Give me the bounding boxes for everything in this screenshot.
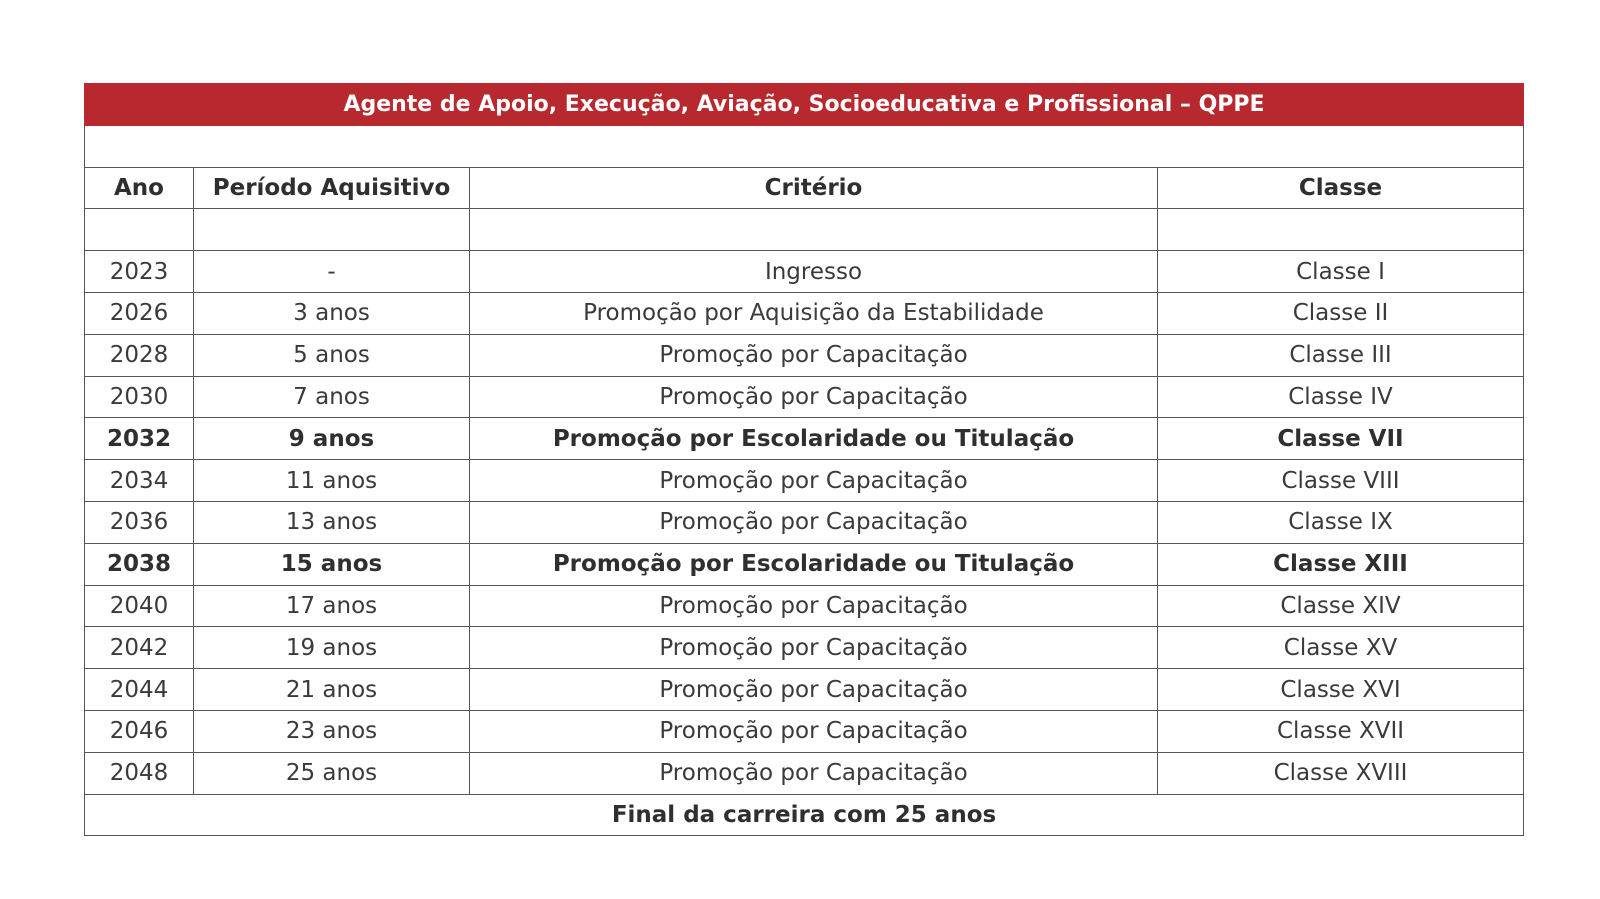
cell-classe: Classe IV: [1158, 376, 1524, 418]
cell-classe: Classe IX: [1158, 501, 1524, 543]
blank-cell: [470, 209, 1158, 251]
cell-criterio: Promoção por Escolaridade ou Titulação: [470, 418, 1158, 460]
cell-criterio: Promoção por Capacitação: [470, 334, 1158, 376]
table-row: [85, 669, 1524, 711]
table-row: [85, 585, 1524, 627]
cell-ano: 2023: [85, 251, 194, 293]
cell-ano: 2026: [85, 292, 194, 334]
table-row-highlighted: [85, 418, 1524, 460]
cell-periodo: 11 anos: [194, 460, 470, 502]
cell-periodo: 17 anos: [194, 585, 470, 627]
spacer-cell: [85, 125, 1524, 167]
cell-classe: Classe XIII: [1158, 543, 1524, 585]
table-row: [85, 292, 1524, 334]
cell-ano: 2034: [85, 460, 194, 502]
cell-classe: Classe VIII: [1158, 460, 1524, 502]
spacer-row: [85, 125, 1524, 167]
cell-classe: Classe XV: [1158, 627, 1524, 669]
cell-periodo: -: [194, 251, 470, 293]
blank-row: [85, 209, 1524, 251]
table-row: [85, 251, 1524, 293]
cell-periodo: 9 anos: [194, 418, 470, 460]
cell-periodo: 5 anos: [194, 334, 470, 376]
cell-criterio: Promoção por Capacitação: [470, 376, 1158, 418]
cell-classe: Classe XIV: [1158, 585, 1524, 627]
header-criterio: Critério: [470, 167, 1158, 209]
cell-ano: 2032: [85, 418, 194, 460]
cell-criterio: Promoção por Aquisição da Estabilidade: [470, 292, 1158, 334]
blank-cell: [1158, 209, 1524, 251]
cell-classe: Classe VII: [1158, 418, 1524, 460]
table-row: [85, 627, 1524, 669]
cell-periodo: 15 anos: [194, 543, 470, 585]
cell-classe: Classe I: [1158, 251, 1524, 293]
cell-periodo: 13 anos: [194, 501, 470, 543]
cell-ano: 2042: [85, 627, 194, 669]
table-row: [85, 710, 1524, 752]
cell-classe: Classe XVI: [1158, 669, 1524, 711]
header-classe: Classe: [1158, 167, 1524, 209]
table-header-row: [85, 167, 1524, 209]
cell-ano: 2038: [85, 543, 194, 585]
cell-periodo: 23 anos: [194, 710, 470, 752]
cell-criterio: Promoção por Escolaridade ou Titulação: [470, 543, 1158, 585]
cell-classe: Classe XVIII: [1158, 752, 1524, 794]
cell-classe: Classe III: [1158, 334, 1524, 376]
cell-classe: Classe II: [1158, 292, 1524, 334]
table-footer-row: [85, 794, 1524, 836]
header-periodo-aquisitivo: Período Aquisitivo: [194, 167, 470, 209]
table-row: [85, 334, 1524, 376]
cell-periodo: 25 anos: [194, 752, 470, 794]
table-row: [85, 460, 1524, 502]
table-title-row: [85, 84, 1524, 126]
cell-ano: 2044: [85, 669, 194, 711]
cell-criterio: Promoção por Capacitação: [470, 460, 1158, 502]
cell-criterio: Ingresso: [470, 251, 1158, 293]
cell-criterio: Promoção por Capacitação: [470, 710, 1158, 752]
cell-periodo: 21 anos: [194, 669, 470, 711]
cell-periodo: 19 anos: [194, 627, 470, 669]
blank-cell: [85, 209, 194, 251]
cell-ano: 2028: [85, 334, 194, 376]
cell-criterio: Promoção por Capacitação: [470, 585, 1158, 627]
table-row: [85, 501, 1524, 543]
cell-ano: 2040: [85, 585, 194, 627]
cell-classe: Classe XVII: [1158, 710, 1524, 752]
cell-periodo: 3 anos: [194, 292, 470, 334]
cell-ano: 2048: [85, 752, 194, 794]
cell-criterio: Promoção por Capacitação: [470, 752, 1158, 794]
table-row-highlighted: [85, 543, 1524, 585]
cell-ano: 2046: [85, 710, 194, 752]
career-progression-table: [84, 83, 1524, 836]
table-row: [85, 376, 1524, 418]
blank-cell: [194, 209, 470, 251]
career-table-container: [84, 83, 1523, 836]
header-ano: Ano: [85, 167, 194, 209]
cell-periodo: 7 anos: [194, 376, 470, 418]
table-title: Agente de Apoio, Execução, Aviação, Socioeducativa e Profissional – QPPE: [85, 84, 1524, 126]
cell-criterio: Promoção por Capacitação: [470, 669, 1158, 711]
table-footer: Final da carreira com 25 anos: [85, 794, 1524, 836]
table-row: [85, 752, 1524, 794]
cell-ano: 2030: [85, 376, 194, 418]
cell-criterio: Promoção por Capacitação: [470, 501, 1158, 543]
cell-criterio: Promoção por Capacitação: [470, 627, 1158, 669]
cell-ano: 2036: [85, 501, 194, 543]
